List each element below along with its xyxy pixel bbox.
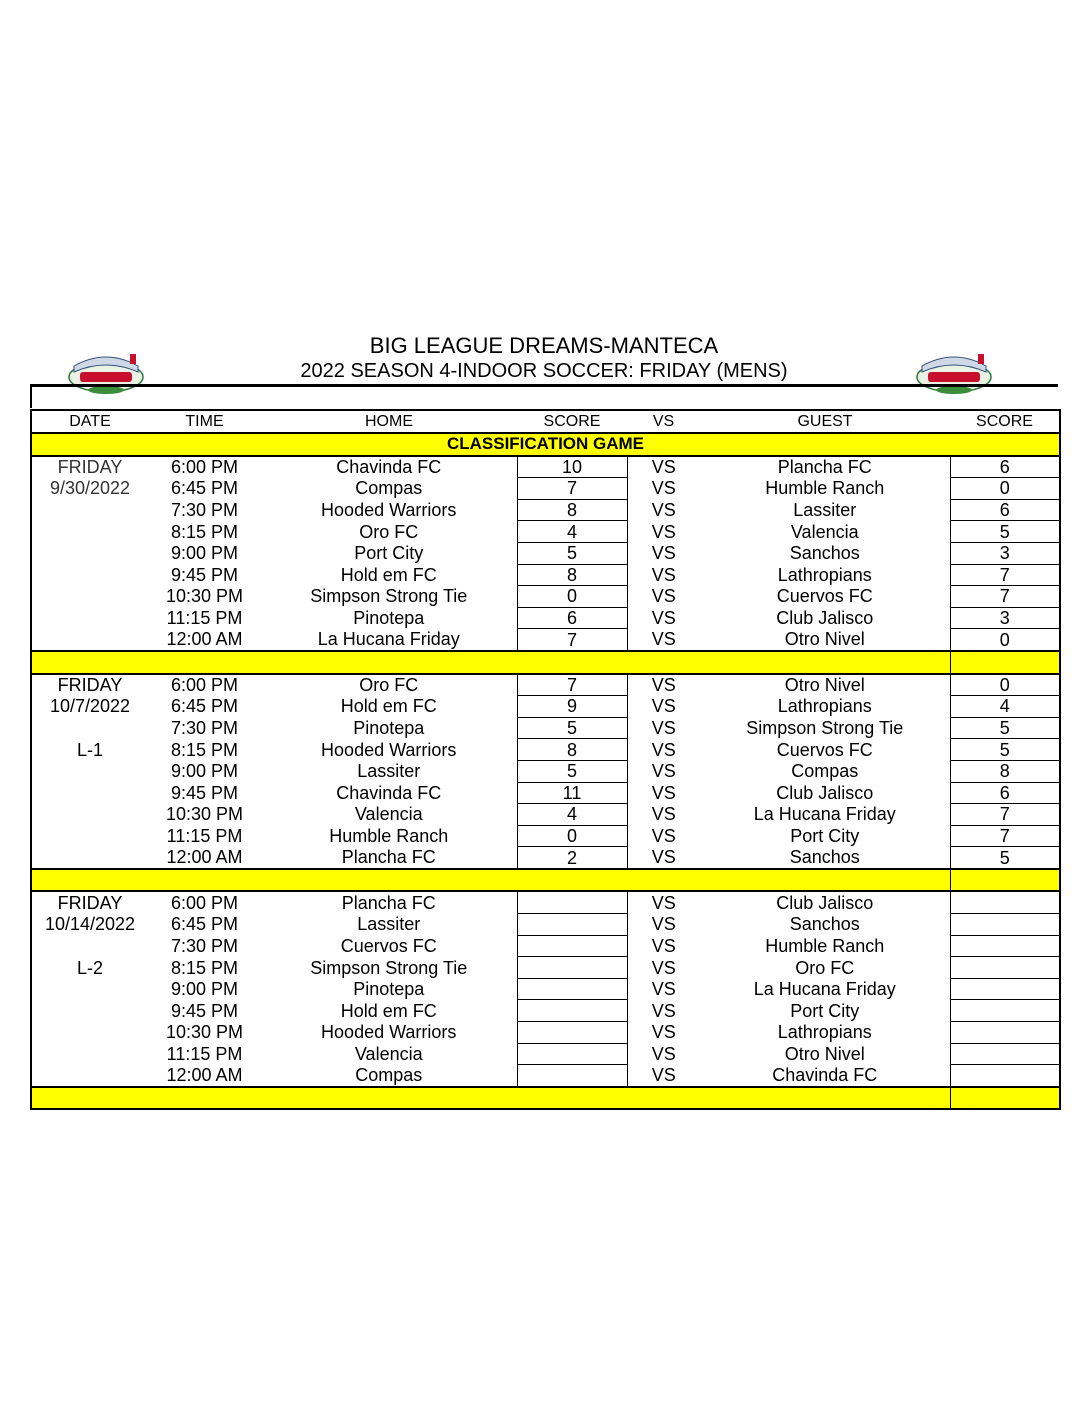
- game-time: 12:00 AM: [166, 629, 243, 650]
- home-team: Hold em FC: [340, 564, 437, 585]
- home-team: Chavinda FC: [336, 457, 442, 478]
- vs-label: VS: [651, 629, 676, 650]
- home-team: Oro FC: [359, 675, 419, 696]
- vs-label: VS: [651, 893, 676, 914]
- week-date: 10/14/2022: [31, 914, 148, 936]
- game-time: 6:45 PM: [170, 914, 239, 935]
- game-time: 10:30 PM: [165, 1022, 244, 1043]
- guest-score: 6: [950, 499, 1060, 521]
- vs-label: VS: [651, 500, 676, 521]
- guest-score: [950, 1043, 1060, 1065]
- guest-team: Sanchos: [789, 914, 860, 935]
- table-row: [31, 607, 1060, 629]
- home-score: [517, 1043, 627, 1065]
- home-team: Plancha FC: [341, 847, 436, 868]
- vs-label: VS: [651, 957, 676, 978]
- guest-score: 0: [950, 629, 1060, 651]
- guest-team: Oro FC: [795, 957, 855, 978]
- home-team: Simpson Strong Tie: [310, 586, 468, 607]
- home-team: Plancha FC: [341, 893, 436, 914]
- separator-bar: [31, 1087, 950, 1110]
- classification-banner-row: [31, 433, 1060, 456]
- guest-score: [950, 935, 1060, 957]
- home-score: 5: [517, 760, 627, 782]
- game-time: 7:30 PM: [170, 500, 239, 521]
- guest-team: La Hucana Friday: [753, 804, 896, 825]
- vs-label: VS: [651, 914, 676, 935]
- table-row: [31, 456, 1060, 478]
- separator-bar: [31, 869, 950, 892]
- game-time: 8:15 PM: [170, 739, 239, 760]
- table-row: [31, 914, 1060, 936]
- guest-score: 0: [950, 478, 1060, 500]
- vs-label: VS: [651, 564, 676, 585]
- home-score: [517, 978, 627, 1000]
- guest-team: Simpson Strong Tie: [746, 718, 904, 739]
- week-day: FRIDAY: [31, 456, 148, 478]
- header-home-score: SCORE: [517, 410, 627, 433]
- home-score: 11: [517, 782, 627, 804]
- guest-score: [950, 914, 1060, 936]
- date-cell: [31, 760, 148, 782]
- table-row: [31, 1043, 1060, 1065]
- guest-score: [950, 1022, 1060, 1044]
- guest-team: Sanchos: [789, 543, 860, 564]
- week-label: L-2: [31, 957, 148, 979]
- home-score: 5: [517, 717, 627, 739]
- date-cell: [31, 542, 148, 564]
- home-team: Hooded Warriors: [321, 1022, 457, 1043]
- game-time: 8:15 PM: [170, 521, 239, 542]
- week-date: 9/30/2022: [31, 478, 148, 500]
- week-day: FRIDAY: [31, 674, 148, 696]
- game-time: 9:00 PM: [170, 543, 239, 564]
- home-score: 8: [517, 499, 627, 521]
- game-time: 7:30 PM: [170, 718, 239, 739]
- guest-team: Club Jalisco: [776, 782, 874, 803]
- guest-team: Port City: [790, 825, 860, 846]
- vs-label: VS: [651, 608, 676, 629]
- game-time: 11:15 PM: [166, 1043, 243, 1064]
- game-time: 9:45 PM: [170, 1000, 239, 1021]
- vs-label: VS: [651, 696, 676, 717]
- home-score: [517, 957, 627, 979]
- date-cell: [31, 586, 148, 608]
- table-row: [31, 739, 1060, 761]
- vs-label: VS: [651, 586, 676, 607]
- table-row: [31, 935, 1060, 957]
- game-time: 12:00 AM: [166, 1065, 243, 1086]
- home-score: [517, 1022, 627, 1044]
- game-time: 11:15 PM: [166, 825, 243, 846]
- schedule-table: [30, 409, 1061, 1110]
- home-team: Hooded Warriors: [321, 500, 457, 521]
- vs-label: VS: [651, 1022, 676, 1043]
- vs-label: VS: [651, 935, 676, 956]
- vs-label: VS: [651, 718, 676, 739]
- home-team: Compas: [355, 1065, 423, 1086]
- date-cell: [31, 629, 148, 651]
- table-row: [31, 957, 1060, 979]
- table-row: [31, 978, 1060, 1000]
- guest-team: Club Jalisco: [776, 893, 874, 914]
- table-row: [31, 521, 1060, 543]
- home-score: 8: [517, 739, 627, 761]
- header-time: TIME: [148, 410, 261, 433]
- table-row: [31, 1000, 1060, 1022]
- table-row: [31, 674, 1060, 696]
- home-score: [517, 1000, 627, 1022]
- guest-team: Compas: [791, 761, 859, 782]
- home-team: Cuervos FC: [340, 935, 437, 956]
- home-score: 4: [517, 521, 627, 543]
- game-time: 8:15 PM: [170, 957, 239, 978]
- guest-score: 7: [950, 564, 1060, 586]
- guest-score: 5: [950, 847, 1060, 869]
- home-score: 7: [517, 674, 627, 696]
- game-time: 7:30 PM: [170, 935, 239, 956]
- table-row: [31, 478, 1060, 500]
- vs-label: VS: [651, 761, 676, 782]
- guest-score: 8: [950, 760, 1060, 782]
- guest-team: Otro Nivel: [784, 1043, 865, 1064]
- table-row: [31, 542, 1060, 564]
- table-row: [31, 782, 1060, 804]
- game-time: 10:30 PM: [165, 586, 244, 607]
- week-label: L-1: [31, 739, 148, 761]
- vs-label: VS: [651, 804, 676, 825]
- vs-label: VS: [651, 457, 676, 478]
- home-team: Pinotepa: [353, 718, 425, 739]
- game-time: 6:00 PM: [170, 675, 239, 696]
- home-team: Lassiter: [357, 761, 421, 782]
- date-cell: [31, 717, 148, 739]
- guest-team: Cuervos FC: [776, 739, 873, 760]
- table-row: [31, 629, 1060, 651]
- game-time: 9:45 PM: [170, 564, 239, 585]
- home-score: 7: [517, 629, 627, 651]
- header-home: HOME: [261, 410, 517, 433]
- date-cell: [31, 1065, 148, 1087]
- date-cell: [31, 804, 148, 826]
- header-guest: GUEST: [700, 410, 950, 433]
- week-separator-row: [31, 869, 1060, 892]
- home-team: Simpson Strong Tie: [310, 957, 468, 978]
- table-row: [31, 696, 1060, 718]
- vs-label: VS: [651, 1043, 676, 1064]
- separator-bar-end: [950, 1087, 1060, 1110]
- table-row: [31, 564, 1060, 586]
- home-score: 4: [517, 804, 627, 826]
- guest-score: [950, 891, 1060, 913]
- guest-team: Port City: [790, 1000, 860, 1021]
- vs-label: VS: [651, 979, 676, 1000]
- home-team: Valencia: [354, 804, 423, 825]
- guest-team: Lassiter: [793, 500, 857, 521]
- date-cell: [31, 935, 148, 957]
- header-vs: VS: [627, 410, 700, 433]
- week-day: FRIDAY: [31, 891, 148, 913]
- separator-bar-end: [950, 651, 1060, 674]
- separator-bar-end: [950, 869, 1060, 892]
- home-team: Oro FC: [359, 521, 419, 542]
- guest-score: 5: [950, 717, 1060, 739]
- home-score: 5: [517, 542, 627, 564]
- home-team: Lassiter: [357, 914, 421, 935]
- home-score: 0: [517, 586, 627, 608]
- guest-team: Club Jalisco: [776, 608, 874, 629]
- home-score: 6: [517, 607, 627, 629]
- date-cell: [31, 1022, 148, 1044]
- date-cell: [31, 1043, 148, 1065]
- guest-team: La Hucana Friday: [753, 979, 896, 1000]
- game-time: 11:15 PM: [166, 608, 243, 629]
- vs-label: VS: [651, 782, 676, 803]
- game-time: 9:45 PM: [170, 782, 239, 803]
- vs-label: VS: [651, 1065, 676, 1086]
- game-time: 6:45 PM: [170, 696, 239, 717]
- home-score: 0: [517, 825, 627, 847]
- guest-team: Lathropians: [777, 1022, 872, 1043]
- home-score: 10: [517, 456, 627, 478]
- date-cell: [31, 564, 148, 586]
- big-league-dreams-logo-left: [66, 350, 146, 395]
- vs-label: VS: [651, 521, 676, 542]
- classification-banner: CLASSIFICATION GAME: [31, 433, 1060, 456]
- week-date: 10/7/2022: [31, 696, 148, 718]
- guest-team: Sanchos: [789, 847, 860, 868]
- page-subtitle: 2022 SEASON 4-INDOOR SOCCER: FRIDAY (MENS): [300, 360, 788, 382]
- guest-team: Lathropians: [777, 564, 872, 585]
- week-separator-row: [31, 651, 1060, 674]
- date-cell: [31, 1000, 148, 1022]
- home-team: Hold em FC: [340, 1000, 437, 1021]
- guest-team: Plancha FC: [777, 457, 872, 478]
- guest-score: [950, 1000, 1060, 1022]
- table-row: [31, 891, 1060, 913]
- vs-label: VS: [651, 675, 676, 696]
- table-row: [31, 1065, 1060, 1087]
- home-score: [517, 935, 627, 957]
- guest-team: Chavinda FC: [772, 1065, 878, 1086]
- header-guest-score: SCORE: [950, 410, 1060, 433]
- date-cell: [31, 782, 148, 804]
- separator-bar: [31, 651, 950, 674]
- guest-team: Humble Ranch: [765, 478, 885, 499]
- home-team: La Hucana Friday: [317, 629, 460, 650]
- home-score: 8: [517, 564, 627, 586]
- big-league-dreams-logo-right: [914, 350, 994, 395]
- guest-score: 7: [950, 825, 1060, 847]
- home-team: Compas: [355, 478, 423, 499]
- header-rule: [30, 384, 1058, 387]
- date-cell: [31, 847, 148, 869]
- guest-score: 4: [950, 696, 1060, 718]
- week-separator-row: [31, 1087, 1060, 1110]
- guest-score: [950, 957, 1060, 979]
- game-time: 9:00 PM: [170, 979, 239, 1000]
- date-cell: [31, 499, 148, 521]
- home-team: Humble Ranch: [329, 825, 449, 846]
- game-time: 10:30 PM: [165, 804, 244, 825]
- game-time: 9:00 PM: [170, 761, 239, 782]
- game-time: 12:00 AM: [166, 847, 243, 868]
- guest-team: Cuervos FC: [776, 586, 873, 607]
- home-score: 7: [517, 478, 627, 500]
- guest-team: Valencia: [790, 521, 859, 542]
- vs-label: VS: [651, 1000, 676, 1021]
- guest-team: Otro Nivel: [784, 629, 865, 650]
- header-date: DATE: [31, 410, 148, 433]
- vs-label: VS: [651, 739, 676, 760]
- home-team: Hooded Warriors: [321, 739, 457, 760]
- guest-score: [950, 978, 1060, 1000]
- home-team: Hold em FC: [340, 696, 437, 717]
- guest-score: 7: [950, 586, 1060, 608]
- table-row: [31, 499, 1060, 521]
- date-cell: [31, 825, 148, 847]
- game-time: 6:00 PM: [170, 893, 239, 914]
- guest-score: 6: [950, 456, 1060, 478]
- game-time: 6:45 PM: [170, 478, 239, 499]
- vs-label: VS: [651, 543, 676, 564]
- table-row: [31, 760, 1060, 782]
- vs-label: VS: [651, 847, 676, 868]
- table-row: [31, 804, 1060, 826]
- game-time: 6:00 PM: [170, 457, 239, 478]
- guest-score: 5: [950, 521, 1060, 543]
- home-score: 2: [517, 847, 627, 869]
- week-label: [31, 521, 148, 543]
- vs-label: VS: [651, 478, 676, 499]
- home-team: Pinotepa: [353, 608, 425, 629]
- home-team: Port City: [354, 543, 424, 564]
- guest-score: 6: [950, 782, 1060, 804]
- home-score: [517, 1065, 627, 1087]
- table-row: [31, 825, 1060, 847]
- date-cell: [31, 978, 148, 1000]
- table-row: [31, 847, 1060, 869]
- home-score: [517, 891, 627, 913]
- guest-score: 3: [950, 607, 1060, 629]
- table-row: [31, 586, 1060, 608]
- guest-score: 0: [950, 674, 1060, 696]
- header-rule-stub: [30, 386, 32, 408]
- guest-score: 7: [950, 804, 1060, 826]
- home-team: Valencia: [354, 1043, 423, 1064]
- home-score: [517, 914, 627, 936]
- guest-score: [950, 1065, 1060, 1087]
- date-cell: [31, 607, 148, 629]
- guest-score: 3: [950, 542, 1060, 564]
- guest-score: 5: [950, 739, 1060, 761]
- table-row: [31, 1022, 1060, 1044]
- page-title: BIG LEAGUE DREAMS-MANTECA: [369, 333, 719, 358]
- guest-team: Lathropians: [777, 696, 872, 717]
- home-team: Pinotepa: [353, 979, 425, 1000]
- home-team: Chavinda FC: [336, 782, 442, 803]
- table-row: [31, 717, 1060, 739]
- guest-team: Humble Ranch: [765, 935, 885, 956]
- guest-team: Otro Nivel: [784, 675, 865, 696]
- home-score: 9: [517, 696, 627, 718]
- vs-label: VS: [651, 825, 676, 846]
- column-header-row: [31, 410, 1060, 433]
